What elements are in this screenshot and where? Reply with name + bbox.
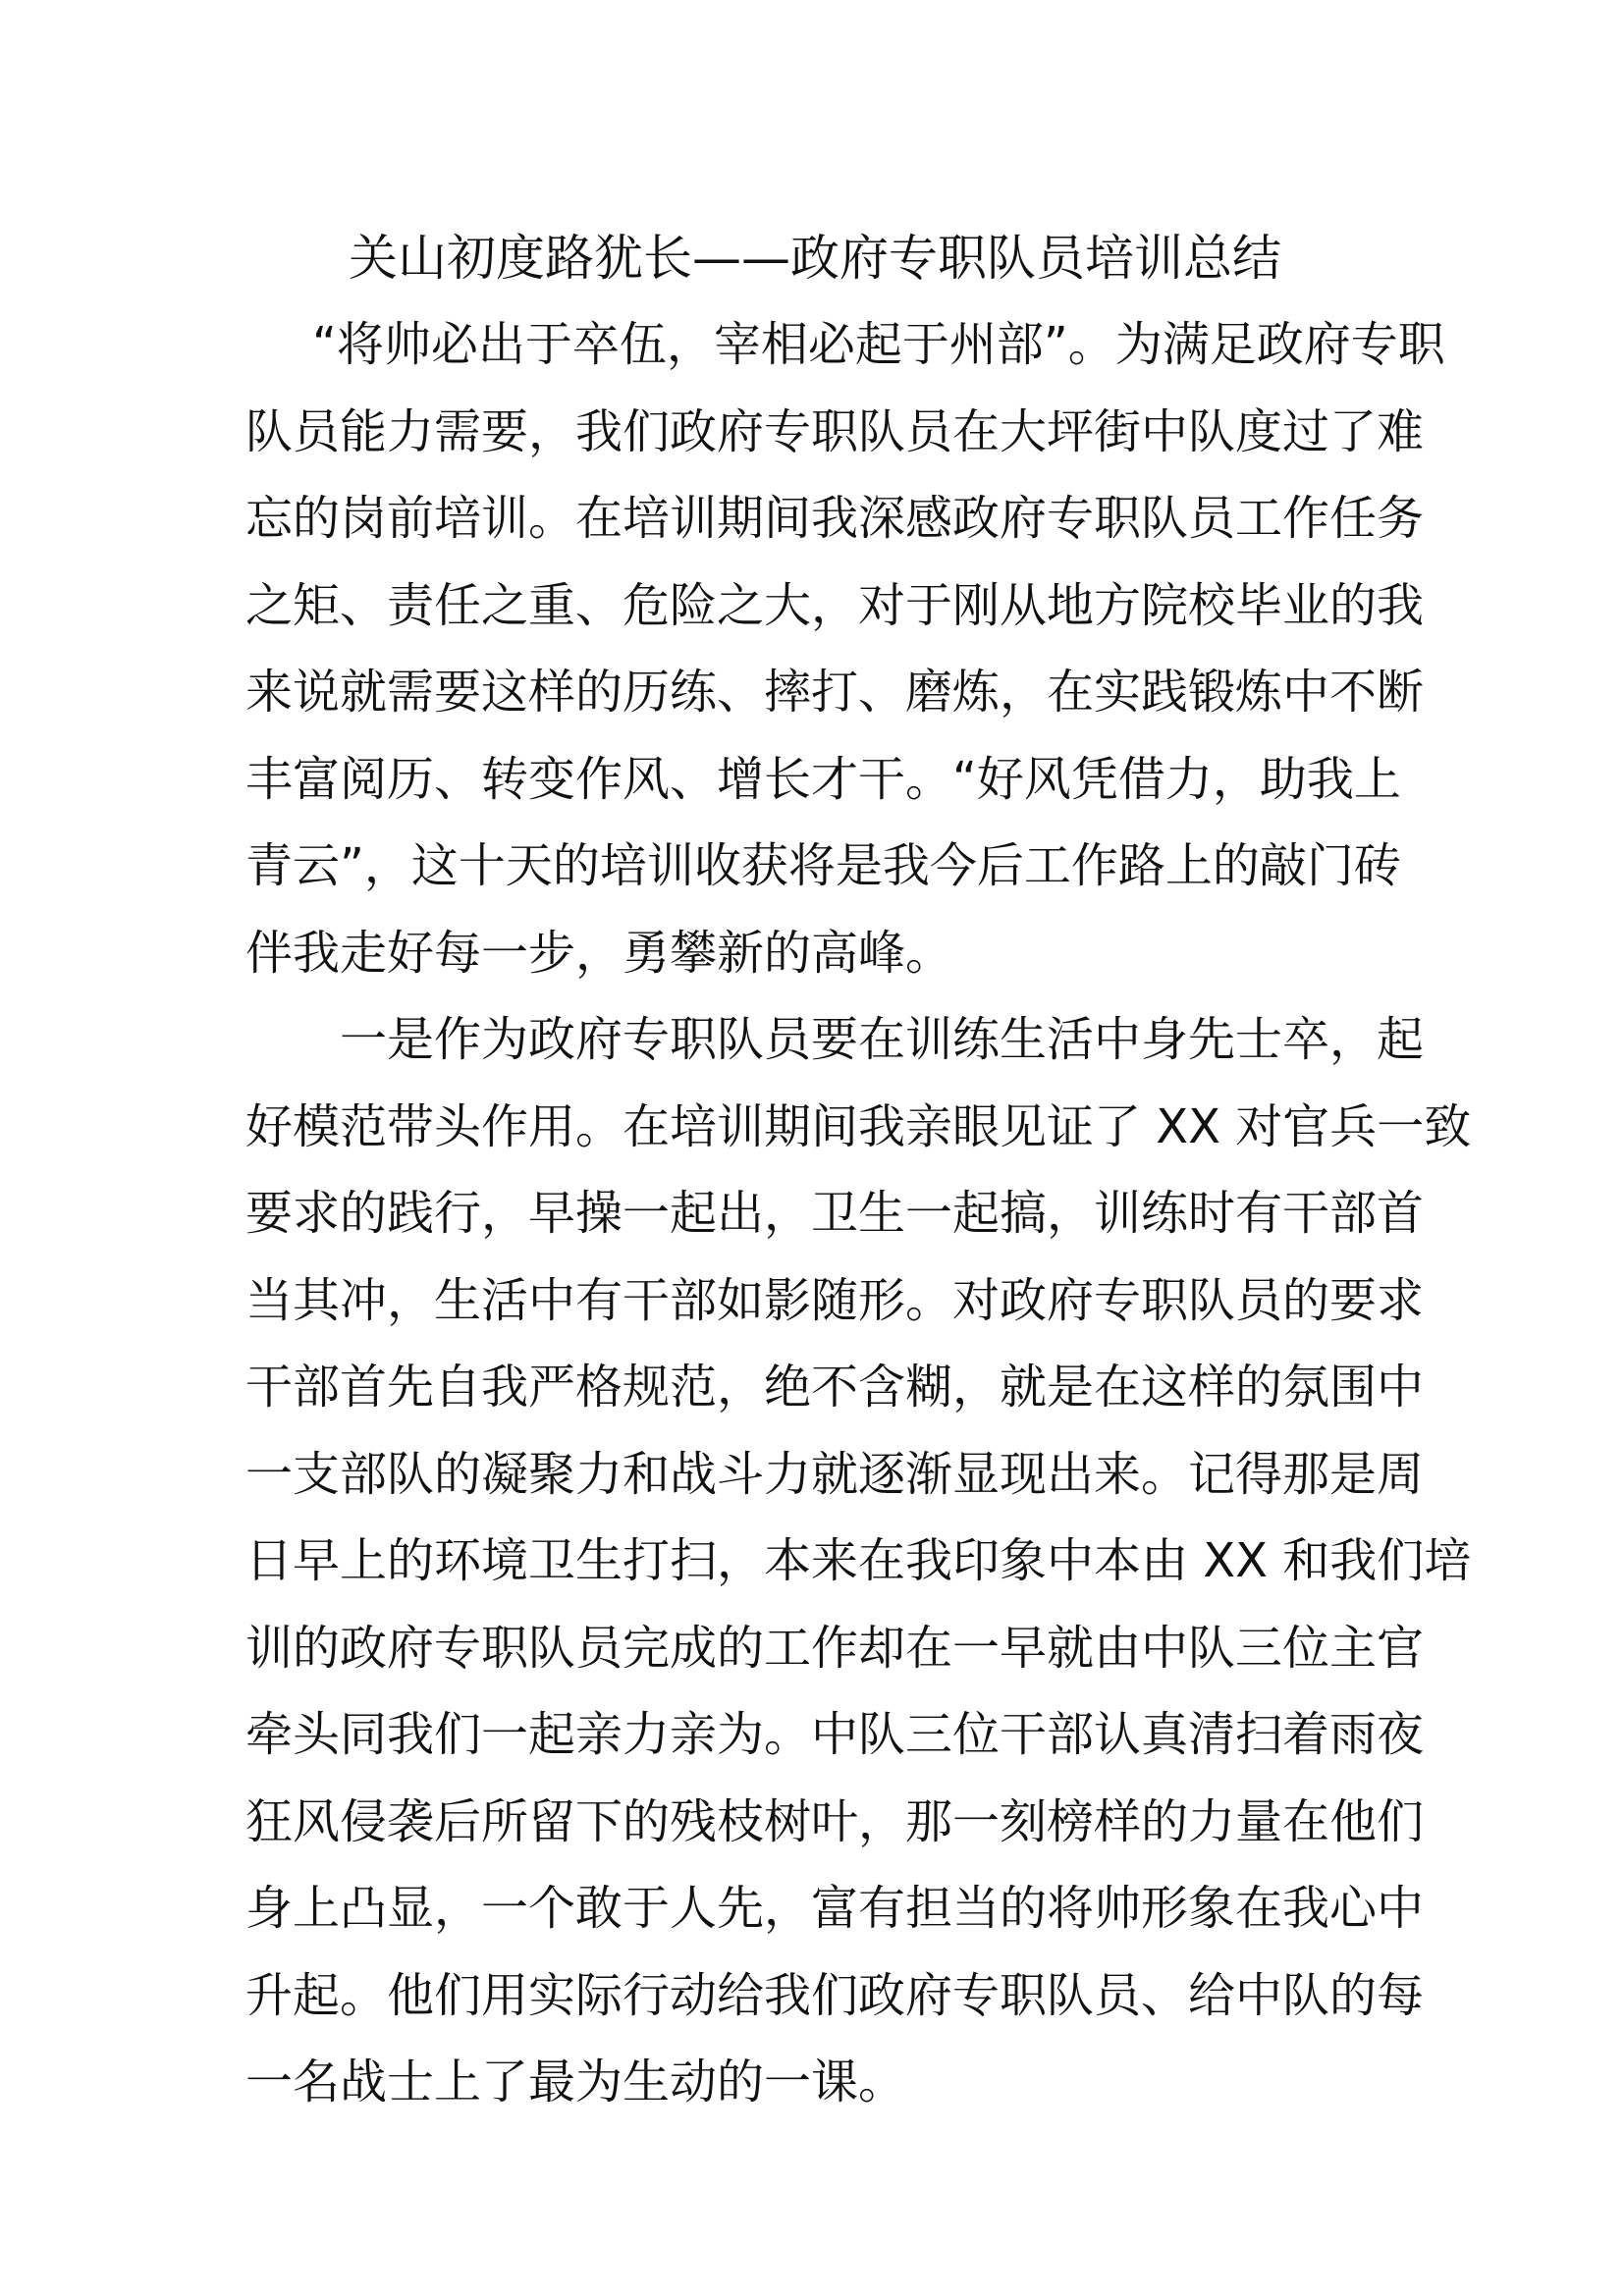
paragraph-line: 一支部队的凝聚力和战斗力就逐渐显现出来。记得那是周	[245, 1446, 1425, 1502]
paragraph-line: 狂风侵袭后所留下的残枝树叶，那一刻榜样的力量在他们	[245, 1793, 1425, 1849]
paragraph-line: 牵头同我们一起亲力亲为。中队三位干部认真清扫着雨夜	[245, 1707, 1425, 1762]
paragraph-line: 升起。他们用实际行动给我们政府专职队员、给中队的每	[245, 1967, 1425, 2023]
paragraph-line: 青云”，这十天的培训收获将是我今后工作路上的敲门砖	[245, 838, 1401, 893]
paragraph-line: 队员能力需要，我们政府专职队员在大坪街中队度过了难	[245, 403, 1425, 459]
paragraph-line: 忘的岗前培训。在培训期间我深感政府专职队员工作任务	[245, 491, 1425, 546]
paragraph-line: 训的政府专职队员完成的工作却在一早就由中队三位主官	[245, 1620, 1425, 1676]
document-body	[245, 301, 1472, 2126]
paragraph-1	[245, 301, 1445, 996]
paragraph-line: “将帅必出于卒伍，宰相必起于州部”。为满足政府专职	[312, 317, 1445, 372]
paragraph-line: 来说就需要这样的历练、摔打、磨炼，在实践锻炼中不断	[245, 665, 1425, 720]
paragraph-line: 要求的践行，早操一起出，卫生一起搞，训练时有干部首	[245, 1186, 1425, 1241]
paragraph-line: 身上凸显，一个敢于人先，富有担当的将帅形象在我心中	[245, 1881, 1425, 1936]
paragraph-line: 干部首先自我严格规范，绝不含糊，就是在这样的氛围中	[245, 1360, 1425, 1415]
paragraph-line: 好模范带头作用。在培训期间我亲眼见证了 XX 对官兵一致	[245, 1098, 1472, 1154]
paragraph-2	[245, 996, 1472, 2126]
paragraph-line: 日早上的环境卫生打扫，本来在我印象中本由 XX 和我们培	[245, 1533, 1472, 1588]
document-title: 关山初度路犹长——政府专职队员培训总结	[349, 230, 1281, 287]
paragraph-line: 伴我走好每一步，勇攀新的高峰。	[245, 925, 953, 981]
paragraph-line: 之矩、责任之重、危险之大，对于刚从地方院校毕业的我	[245, 577, 1425, 633]
paragraph-line: 当其冲，生活中有干部如影随形。对政府专职队员的要求	[245, 1272, 1425, 1328]
paragraph-line: 一是作为政府专职队员要在训练生活中身先士卒，起	[340, 1012, 1425, 1067]
paragraph-line: 一名战士上了最为生动的一课。	[245, 2055, 906, 2109]
paragraph-line: 丰富阅历、转变作风、增长才干。“好风凭借力，助我上	[245, 751, 1401, 807]
